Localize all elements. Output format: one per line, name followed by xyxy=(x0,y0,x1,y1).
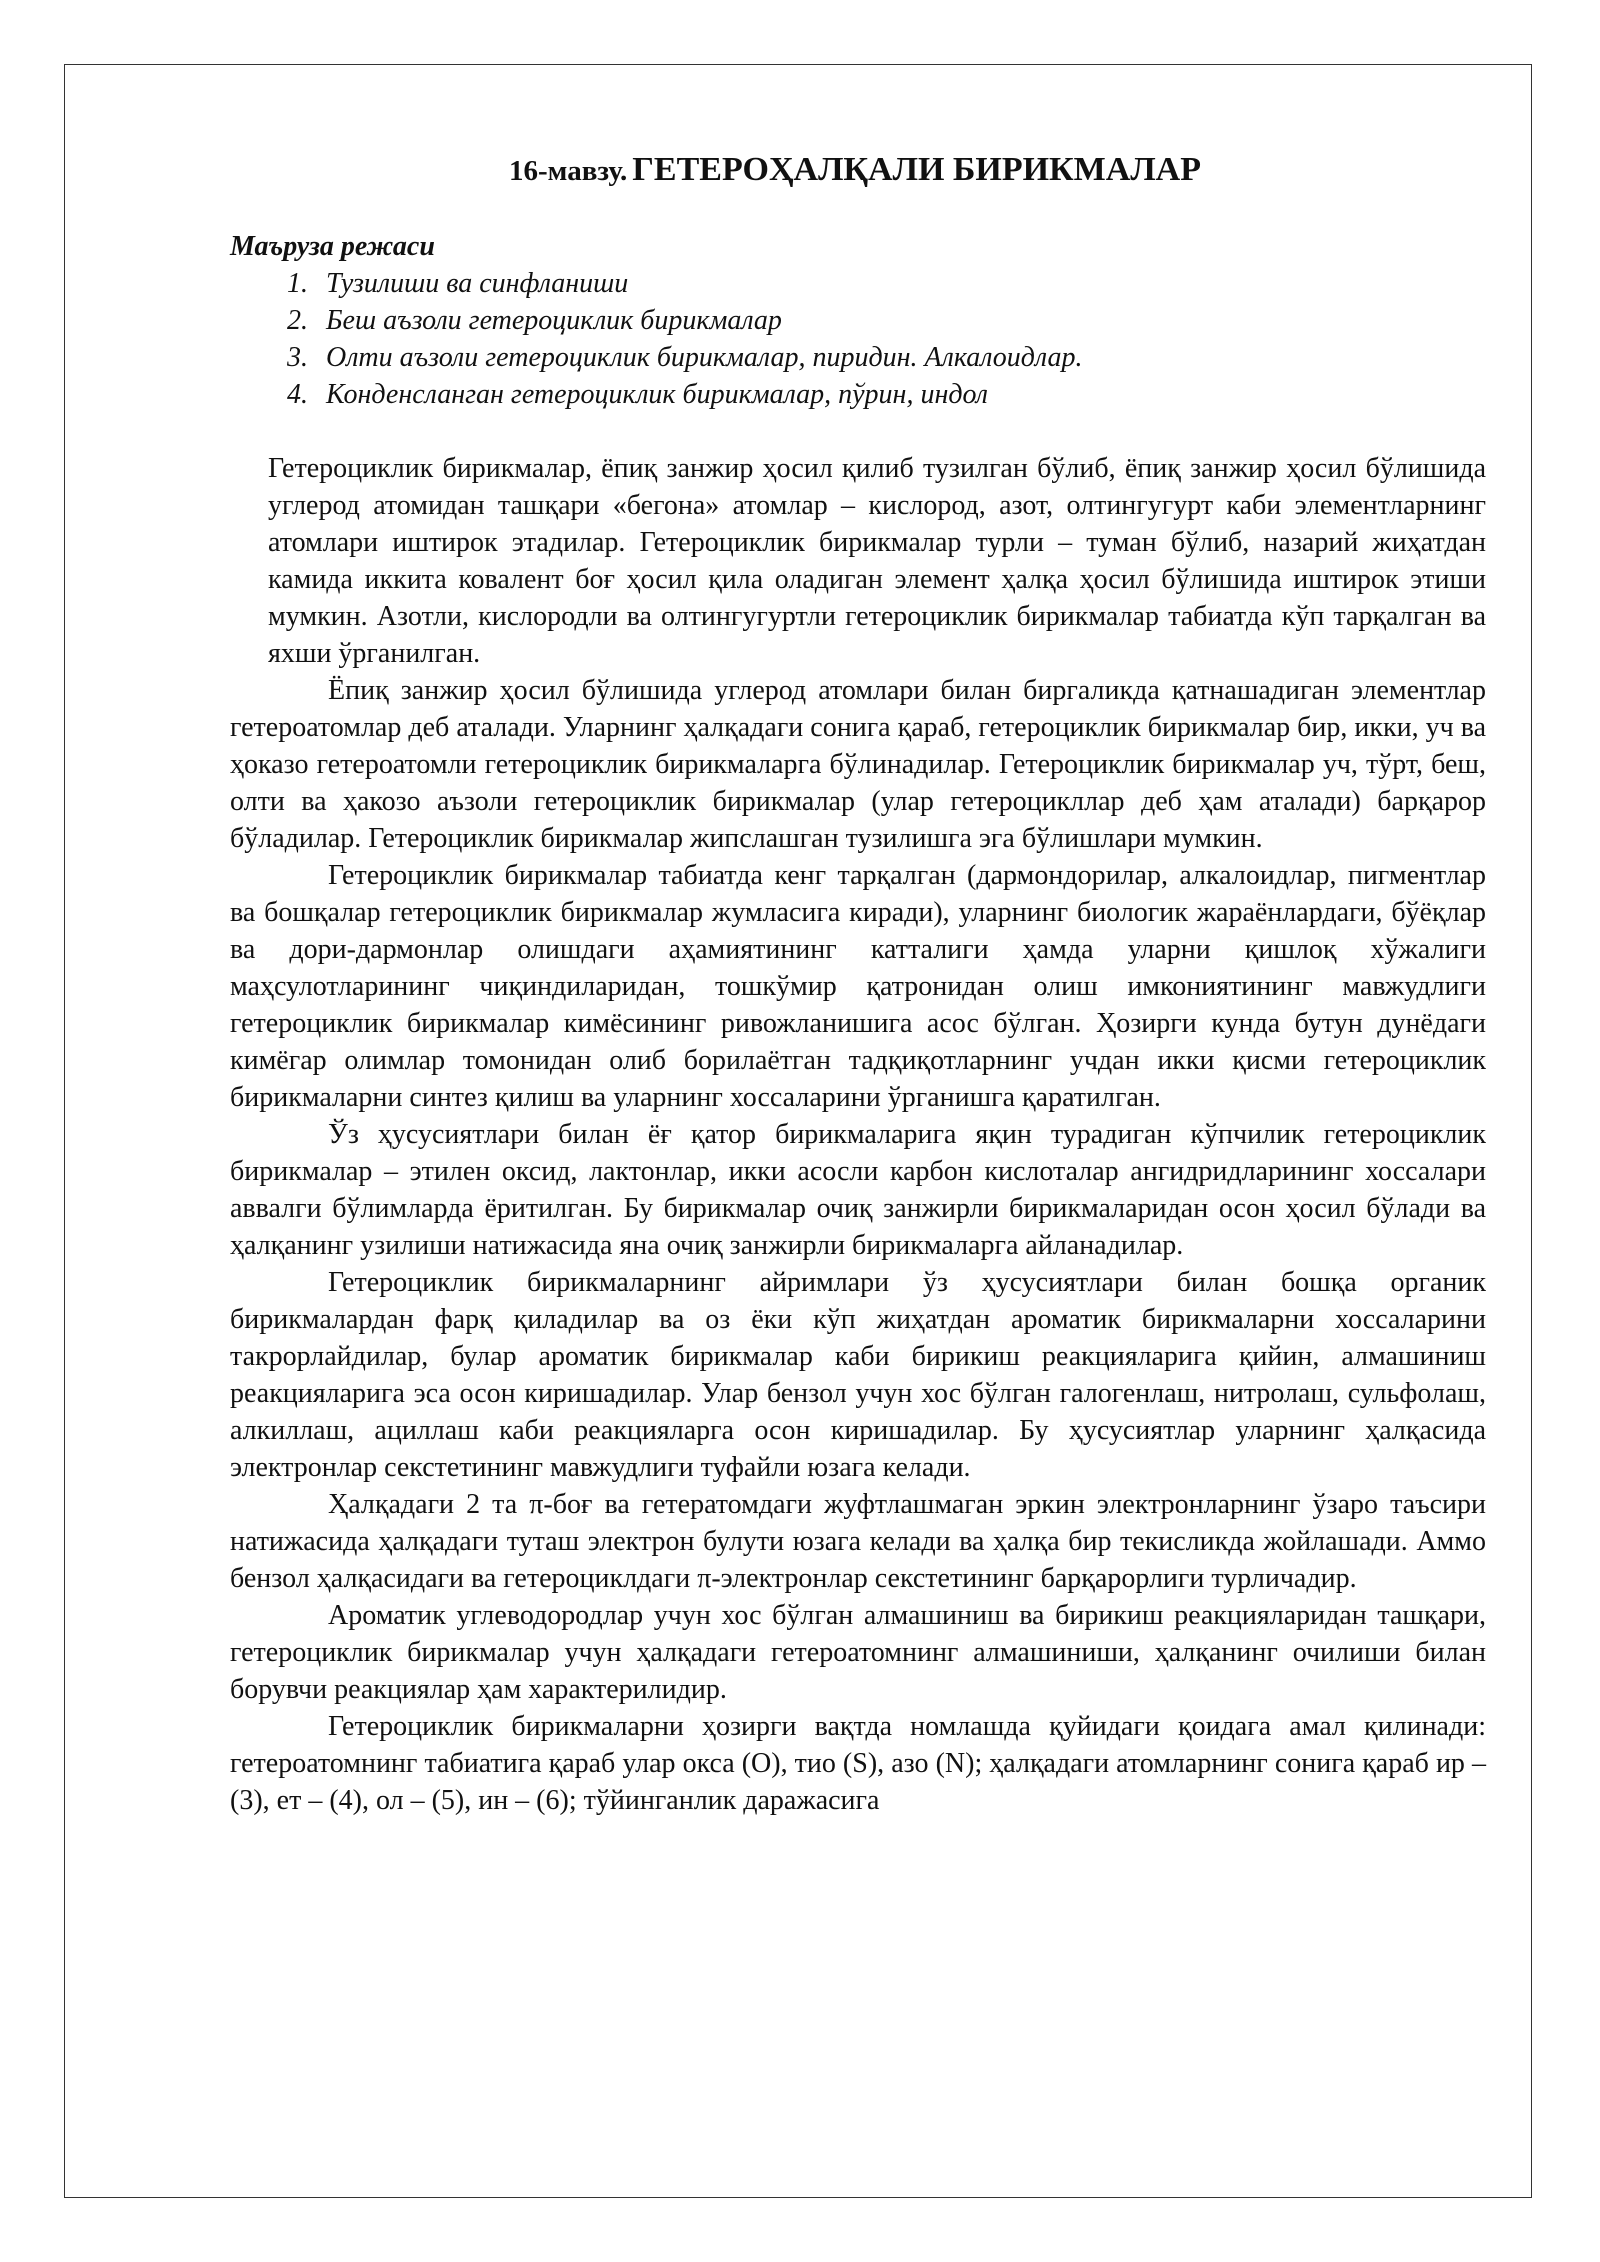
plan-item-text: Олти аъзоли гетероциклик бирикмалар, пиридин. Алкалоидлар. xyxy=(326,342,1083,373)
plan-item-number: 3. xyxy=(287,342,308,373)
title-prefix: 16-мавзу. xyxy=(509,155,628,187)
plan-item xyxy=(230,339,1486,376)
plan-item xyxy=(230,376,1486,413)
document-content xyxy=(230,228,1486,1819)
paragraph-intro: Гетероциклик бирикмалар, ёпиқ занжир ҳосил қилиб тузилган бўлиб, ёпиқ занжир ҳосил бўлишида углерод атомидан ташқари «бегона» атомлар – кислород, азот, олтингугурт каби элементларнинг атомлари иштирок этадилар. Гетероциклик бирикмалар турли – туман бўлиб, назарий жиҳатдан камида иккита ковалент боғ ҳосил қила оладиган элемент ҳалқа ҳосил бўлишида иштирок этиши мумкин. Азотли, кислородли ва олтингугуртли гетероциклик бирикмалар табиатда кўп тарқалган ва яхши ўрганилган. xyxy=(268,453,1486,669)
paragraph: Ёпиқ занжир ҳосил бўлишида углерод атомлари билан биргаликда қатнашадиган элементлар гетероатомлар деб аталади. Уларнинг ҳалқадаги сонига қараб, гетероциклик бирикмалар бир, икки, уч ва ҳоказо гетероатомли гетероциклик бирикмаларга бўлинадилар. Гетероциклик бирикмалар уч, тўрт, беш, олти ва ҳакозо аъзоли гетероциклик бирикмалар (улар гетероцикллар деб ҳам аталади) барқарор бўладилар. Гетероциклик бирикмалар жипслашган тузилишга эга бўлишлари мумкин. xyxy=(230,675,1486,854)
plan-item xyxy=(230,265,1486,302)
paragraph: Ўз ҳусусиятлари билан ёғ қатор бирикмаларига яқин турадиган кўпчилик гетероциклик бирикмалар – этилен оксид, лактонлар, икки асосли карбон кислоталар ангидридларининг хоссалари аввалги бўлимларда ёритилган. Бу бирикмалар очиқ занжирли бирикмаларидан осон ҳосил бўлади ва ҳалқанинг узилиши натижасида яна очиқ занжирли бирикмаларга айланадилар. xyxy=(230,1119,1486,1261)
paragraph: Ҳалқадаги 2 та π-боғ ва гетератомдаги жуфтлашмаган эркин электронларнинг ўзаро таъсири натижасида ҳалқадаги туташ электрон булути юзага келади ва ҳалқа бир текисликда жойлашади. Аммо бензол ҳалқасидаги ва гетероциклдаги π-электронлар секстетининг барқарорлиги турличадир. xyxy=(230,1489,1486,1594)
page-title xyxy=(230,150,1480,191)
plan-item xyxy=(230,302,1486,339)
plan-item-text: Конденсланган гетероциклик бирикмалар, пўрин, индол xyxy=(326,379,989,410)
title-text: ГЕТЕРОҲАЛҚАЛИ БИРИКМАЛАР xyxy=(632,151,1201,188)
plan-item-number: 1. xyxy=(287,268,308,299)
paragraph: Ароматик углеводородлар учун хос бўлган алмашиниш ва бирикиш реакцияларидан ташқари, гетероциклик бирикмалар учун ҳалқадаги гетероатомнинг алмашиниши, ҳалқанинг очилиши билан борувчи реакциялар ҳам характерилидир. xyxy=(230,1600,1486,1705)
plan-item-number: 2. xyxy=(287,305,308,336)
body-text xyxy=(230,450,1486,1819)
paragraph: Гетероциклик бирикмаларнинг айримлари ўз ҳусусиятлари билан бошқа органик бирикмалардан фарқ қиладилар ва оз ёки кўп жиҳатдан ароматик бирикмаларни хоссаларини такрорлайдилар, булар ароматик бирикмалар каби бирикиш реакцияларига қийин, алмашиниш реакцияларига эса осон киришадилар. Улар бензол учун хос бўлган галогенлаш, нитролаш, сульфолаш, алкиллаш, ациллаш каби реакцияларга осон киришадилар. Бу ҳусусиятлар уларнинг ҳалқасида электронлар секстетининг мавжудлиги туфайли юзага келади. xyxy=(230,1267,1486,1483)
plan-list xyxy=(230,265,1486,413)
plan-item-number: 4. xyxy=(287,379,308,410)
paragraph: Гетероциклик бирикмаларни ҳозирги вақтда номлашда қуйидаги қоидага амал қилинади: гетероатомнинг табиатига қараб улар окса (О), тио (S), азо (N); ҳалқадаги атомларнинг сонига қараб ир – (3), ет – (4), ол – (5), ин – (6); тўйинганлик даражасига xyxy=(230,1711,1486,1816)
plan-heading: Маъруза режаси xyxy=(230,231,435,262)
paragraph: Гетероциклик бирикмалар табиатда кенг тарқалган (дармондорилар, алкалоидлар, пигментлар ва бошқалар гетероциклик бирикмалар жумласига киради), уларнинг биологик жараёнлардаги, бўёқлар ва дори-дармонлар олишдаги аҳамиятининг катталиги ҳамда уларни қишлоқ хўжалиги маҳсулотларининг чиқиндиларидан, тошкўмир қатронидан олиш имкониятининг мавжудлиги гетероциклик бирикмалар кимёсининг ривожланишига асос бўлган. Ҳозирги кунда бутун дунёдаги кимёгар олимлар томонидан олиб борилаётган тадқиқотларнинг учдан икки қисми гетероциклик бирикмаларни синтез қилиш ва уларнинг хоссаларини ўрганишга қаратилган. xyxy=(230,860,1486,1113)
plan-item-text: Тузилиши ва синфланиши xyxy=(326,268,629,299)
plan-item-text: Беш аъзоли гетероциклик бирикмалар xyxy=(326,305,782,336)
